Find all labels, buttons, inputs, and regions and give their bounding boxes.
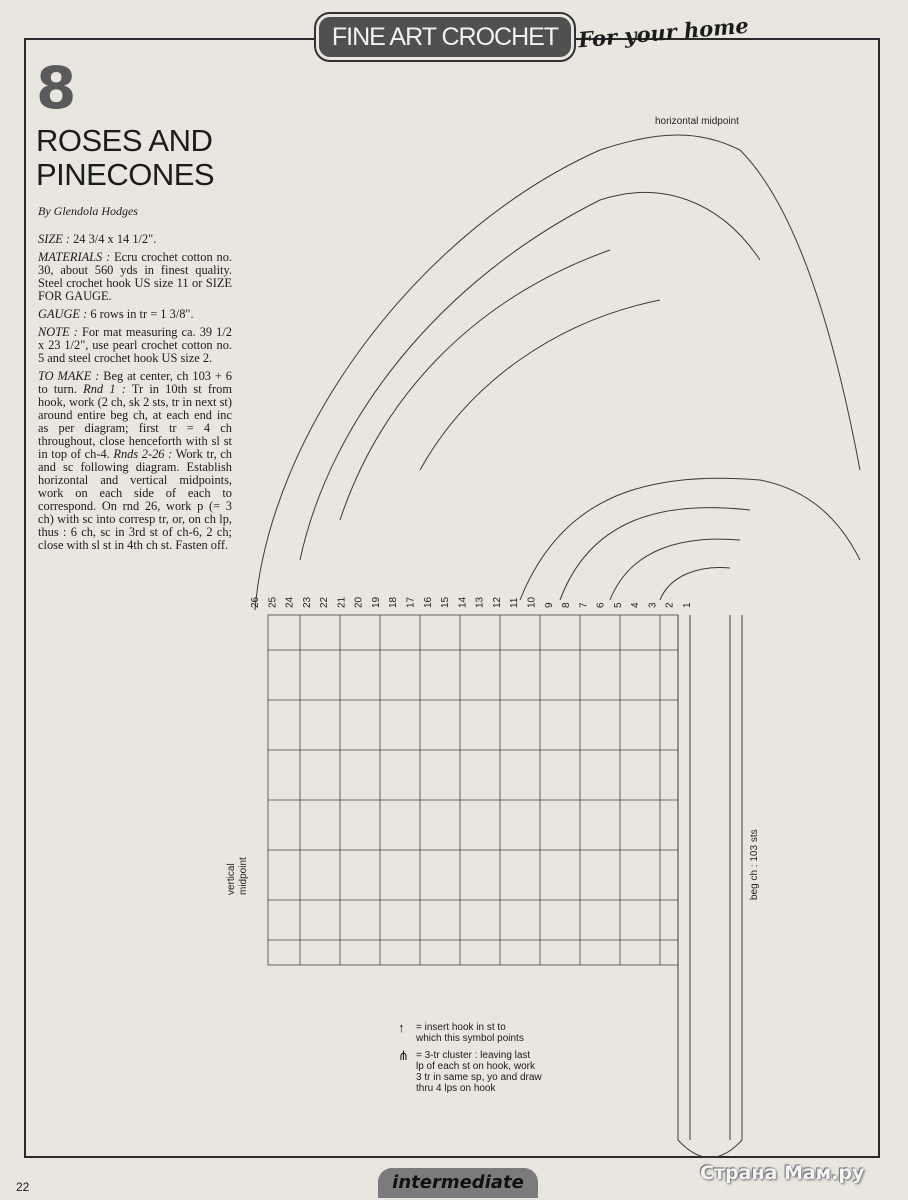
row-number-label: 23: [301, 596, 313, 608]
pattern-number: 8: [36, 54, 77, 122]
cluster-symbol-icon: ⋔: [398, 1048, 409, 1063]
row-number-label: 19: [371, 596, 382, 608]
legend-1-line-1: = insert hook in st to: [416, 1022, 506, 1033]
row-number-label: 18: [388, 596, 400, 608]
gauge-label: GAUGE :: [38, 307, 88, 321]
size-label: SIZE :: [38, 232, 71, 246]
stitch-legend: [398, 1022, 588, 1100]
row-number-label: 9: [543, 602, 555, 608]
row-number-label: 5: [612, 602, 624, 608]
row-number-label: 4: [630, 602, 642, 608]
diagram-beg-chain: [678, 615, 742, 1158]
legend-text-1: [416, 1022, 524, 1044]
insert-hook-arrow-icon: ↑: [398, 1020, 405, 1035]
to-make-text: Beg at center, ch 103 + 6 to turn.: [38, 369, 232, 396]
to-make-label: TO MAKE :: [38, 369, 100, 383]
row-number-label: 6: [595, 602, 607, 608]
rnd1-label: Rnd 1 :: [83, 382, 126, 396]
materials-label: MATERIALS :: [38, 250, 111, 264]
gauge-text: 6 rows in tr = 1 3/8".: [87, 307, 194, 321]
row-number-label: 12: [491, 596, 503, 608]
rnd1-text: Tr in 10th st from hook, work (2 ch, sk 2 sts, tr in next st) around entire beg ch, at each end inc as per diagram; first tr = 4 ch throughout, close henceforth with sl st in top of ch-4.: [38, 382, 232, 461]
row-number-label: 2: [664, 602, 676, 608]
row-number-label: 20: [353, 596, 365, 608]
horizontal-midpoint-label: horizontal midpoint: [655, 116, 739, 127]
legend-text-2: [416, 1050, 542, 1094]
legend-2-line-3: 3 tr in same sp, yo and draw: [416, 1072, 542, 1083]
row-number-label: 1: [682, 602, 693, 608]
title-line-2: PINECONES: [36, 157, 215, 192]
row-number-label: 24: [284, 596, 296, 608]
note-label: NOTE :: [38, 325, 78, 339]
row-number-label: 7: [578, 602, 590, 608]
legend-item: [398, 1022, 588, 1044]
byline: By Glendola Hodges: [38, 204, 138, 218]
row-number-label: 11: [509, 597, 521, 608]
materials-text: Ecru crochet cotton no. 30, about 560 yds in finest quality. Steel crochet hook US size 11 or SIZE FOR GAUGE.: [38, 250, 232, 303]
row-number-label: 14: [457, 596, 469, 608]
watermark: Страна Мам.ру: [700, 1162, 865, 1184]
vertical-midpoint-label-1: vertical: [226, 863, 237, 895]
vertical-midpoint-label-2: midpoint: [238, 857, 249, 895]
row-number-label: 15: [440, 596, 452, 608]
row-number-label: 16: [422, 596, 434, 608]
row-number-label: 8: [561, 602, 572, 608]
header-banner: FINE ART CROCHET: [316, 14, 574, 60]
diagram-fan-area: [255, 135, 860, 610]
size-text: 24 3/4 x 14 1/2".: [70, 232, 157, 246]
diagram-grid: [268, 615, 678, 965]
row-number-label: 13: [474, 596, 486, 608]
title-line-1: ROSES AND: [36, 123, 213, 158]
difficulty-badge: [378, 1168, 538, 1198]
header-tagline: For your home: [577, 12, 750, 53]
legend-2-line-4: thru 4 lps on hook: [416, 1083, 496, 1094]
row-numbers: [250, 596, 693, 608]
legend-1-line-2: which this symbol points: [416, 1033, 524, 1044]
page-number: 22: [16, 1180, 30, 1194]
row-number-label: 25: [267, 596, 279, 608]
row-number-label: 3: [647, 602, 659, 608]
row-number-label: 26: [250, 596, 261, 608]
legend-item: [398, 1050, 588, 1094]
row-number-label: 17: [405, 596, 417, 608]
row-number-label: 22: [319, 596, 331, 608]
note-text: For mat measuring ca. 39 1/2 x 23 1/2", use pearl crochet cotton no. 5 and steel crochet hook US size 2.: [38, 325, 232, 365]
rnds-text: Work tr, ch and sc following diagram. Establish horizontal and vertical midpoints, work on each side of each to correspond. On rnd 26, work p (= 3 ch) with sc into corresp tr, or, on ch lp, thus : 6 ch, sc in 3rd st of ch-6, 2 ch; close with sl st in 4th ch st. Fasten off.: [38, 447, 232, 552]
legend-2-line-2: lp of each st on hook, work: [416, 1061, 535, 1072]
legend-2-line-1: = 3-tr cluster : leaving last: [416, 1050, 531, 1061]
beg-ch-label: beg ch : 103 sts: [749, 829, 760, 900]
rnds-label: Rnds 2-26 :: [113, 447, 173, 461]
difficulty-label: intermediate: [392, 1172, 524, 1193]
row-number-label: 21: [336, 596, 348, 608]
row-number-label: 10: [526, 596, 538, 608]
